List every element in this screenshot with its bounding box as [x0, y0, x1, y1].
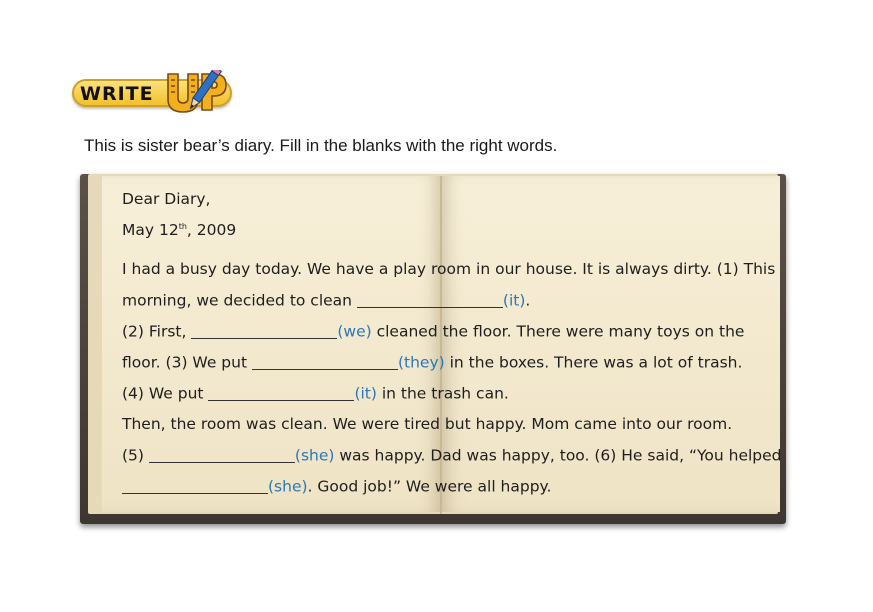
answer-hint-6: (she) — [268, 477, 308, 496]
answer-hint-1: (it) — [502, 291, 526, 310]
diary-line-1: I had a busy day today. We have a play room in our house. It is always dirty. (1) This — [122, 260, 776, 278]
answer-hint-2: (we) — [337, 322, 372, 341]
diary-line-5 — [122, 384, 509, 403]
diary-line-4 — [122, 353, 742, 372]
date-suffix: th — [178, 222, 187, 231]
line-3-text: (2) First, — [122, 322, 192, 341]
up-pencil-icon — [162, 70, 232, 116]
blank-5[interactable] — [149, 446, 295, 463]
line-7-end: was happy. Dad was happy, too. (6) He said, “You helped — [334, 446, 782, 465]
blank-3[interactable] — [252, 353, 398, 370]
diary-greeting: Dear Diary, — [122, 190, 211, 208]
answer-hint-5: (she) — [294, 446, 335, 465]
line-4-end: in the boxes. There was a lot of trash. — [444, 353, 743, 372]
blank-6[interactable] — [122, 477, 268, 494]
logo-write-text: WRITE — [80, 83, 154, 105]
diary-line-6: Then, the room was clean. We were tired but happy. Mom came into our room. — [122, 415, 733, 433]
line-2-end: . — [525, 291, 531, 310]
line-5-text: (4) We put — [122, 384, 209, 403]
blank-1[interactable] — [357, 291, 503, 308]
write-up-logo — [72, 70, 234, 116]
diary-date — [122, 221, 236, 239]
date-main: May 12 — [122, 221, 179, 239]
answer-hint-3: (they) — [397, 353, 445, 372]
line-7-text: (5) — [122, 446, 149, 465]
line-8-end: . Good job!” We were all happy. — [307, 477, 552, 496]
diary-line-2 — [122, 291, 530, 310]
line-4-text: floor. (3) We put — [122, 353, 252, 372]
instruction-text: This is sister bear’s diary. Fill in the blanks with the right words. — [84, 136, 558, 155]
line-2-text: morning, we decided to clean — [122, 291, 357, 310]
diary-line-8 — [122, 477, 551, 496]
blank-2[interactable] — [191, 322, 337, 339]
line-5-end: in the trash can. — [376, 384, 509, 403]
date-year: , 2009 — [186, 221, 237, 239]
line-3-end: cleaned the floor. There were many toys on the — [371, 322, 745, 341]
blank-4[interactable] — [208, 384, 354, 401]
answer-hint-4: (it) — [354, 384, 377, 403]
diary-line-3 — [122, 322, 744, 341]
diary-line-7 — [122, 446, 782, 465]
